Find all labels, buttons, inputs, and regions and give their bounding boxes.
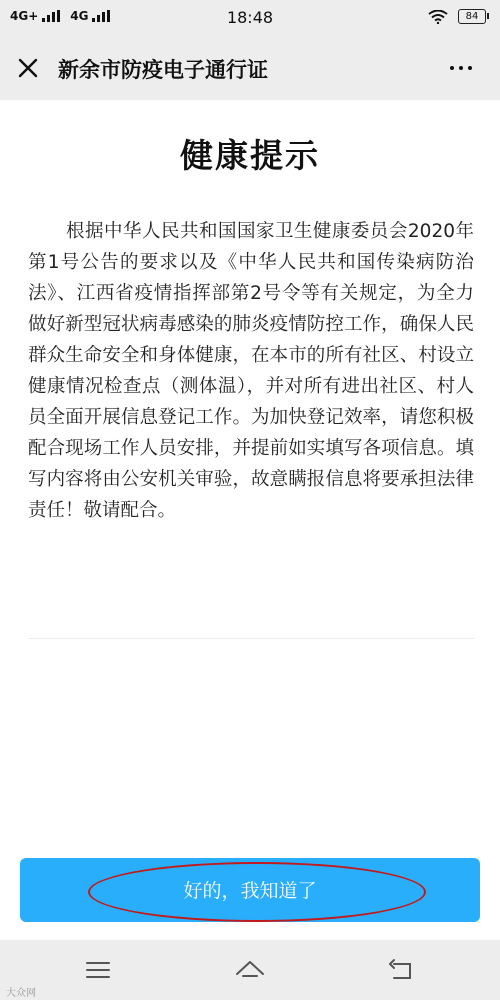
back-button[interactable] bbox=[382, 952, 422, 988]
more-icon-dot bbox=[468, 66, 472, 70]
status-time: 18:48 bbox=[226, 8, 274, 27]
content-card bbox=[0, 100, 500, 940]
signal-2-label: 4G bbox=[70, 9, 89, 23]
close-button[interactable] bbox=[12, 52, 44, 84]
more-icon-dot bbox=[450, 66, 454, 70]
status-bar bbox=[0, 0, 500, 36]
wifi-icon bbox=[428, 10, 448, 24]
notice-paragraph: 根据中华人民共和国国家卫生健康委员会2020年第1号公告的要求以及《中华人民共和国传染病防治法》、江西省疫情指挥部第2号令等有关规定，为全力做好新型冠状病毒感染的肺炎疫情防控工作，确保人民群众生命安全和身体健康，在本市的所有社区、村设立健康情况检查点（测体温），并对所有进出社区、村人员全面开展信息登记工作。为加快登记效率，请您积极配合现场工作人员安排，并提前如实填写各项信息。填写内容将由公安机关审验，故意瞒报信息将要承担法律责任！敬请配合。 bbox=[28, 221, 474, 521]
confirm-button[interactable]: 好的，我知道了 bbox=[20, 858, 480, 922]
home-icon bbox=[230, 952, 270, 988]
home-button[interactable] bbox=[230, 952, 270, 988]
menu-icon bbox=[78, 952, 118, 988]
close-icon bbox=[12, 52, 44, 84]
title-bar bbox=[0, 36, 500, 100]
menu-button[interactable] bbox=[78, 952, 118, 988]
status-right bbox=[428, 9, 486, 24]
notice-heading: 健康提示 bbox=[180, 136, 320, 175]
more-button[interactable] bbox=[444, 56, 478, 80]
page-title: 新余市防疫电子通行证 bbox=[58, 58, 268, 82]
battery-icon: 84 bbox=[458, 9, 486, 24]
watermark: 大众网 bbox=[6, 988, 36, 999]
signal-1-label: 4G+ bbox=[10, 9, 39, 23]
back-icon bbox=[382, 952, 422, 988]
divider bbox=[28, 638, 474, 639]
system-nav-bar bbox=[0, 940, 500, 1000]
more-icon-dot bbox=[459, 66, 463, 70]
